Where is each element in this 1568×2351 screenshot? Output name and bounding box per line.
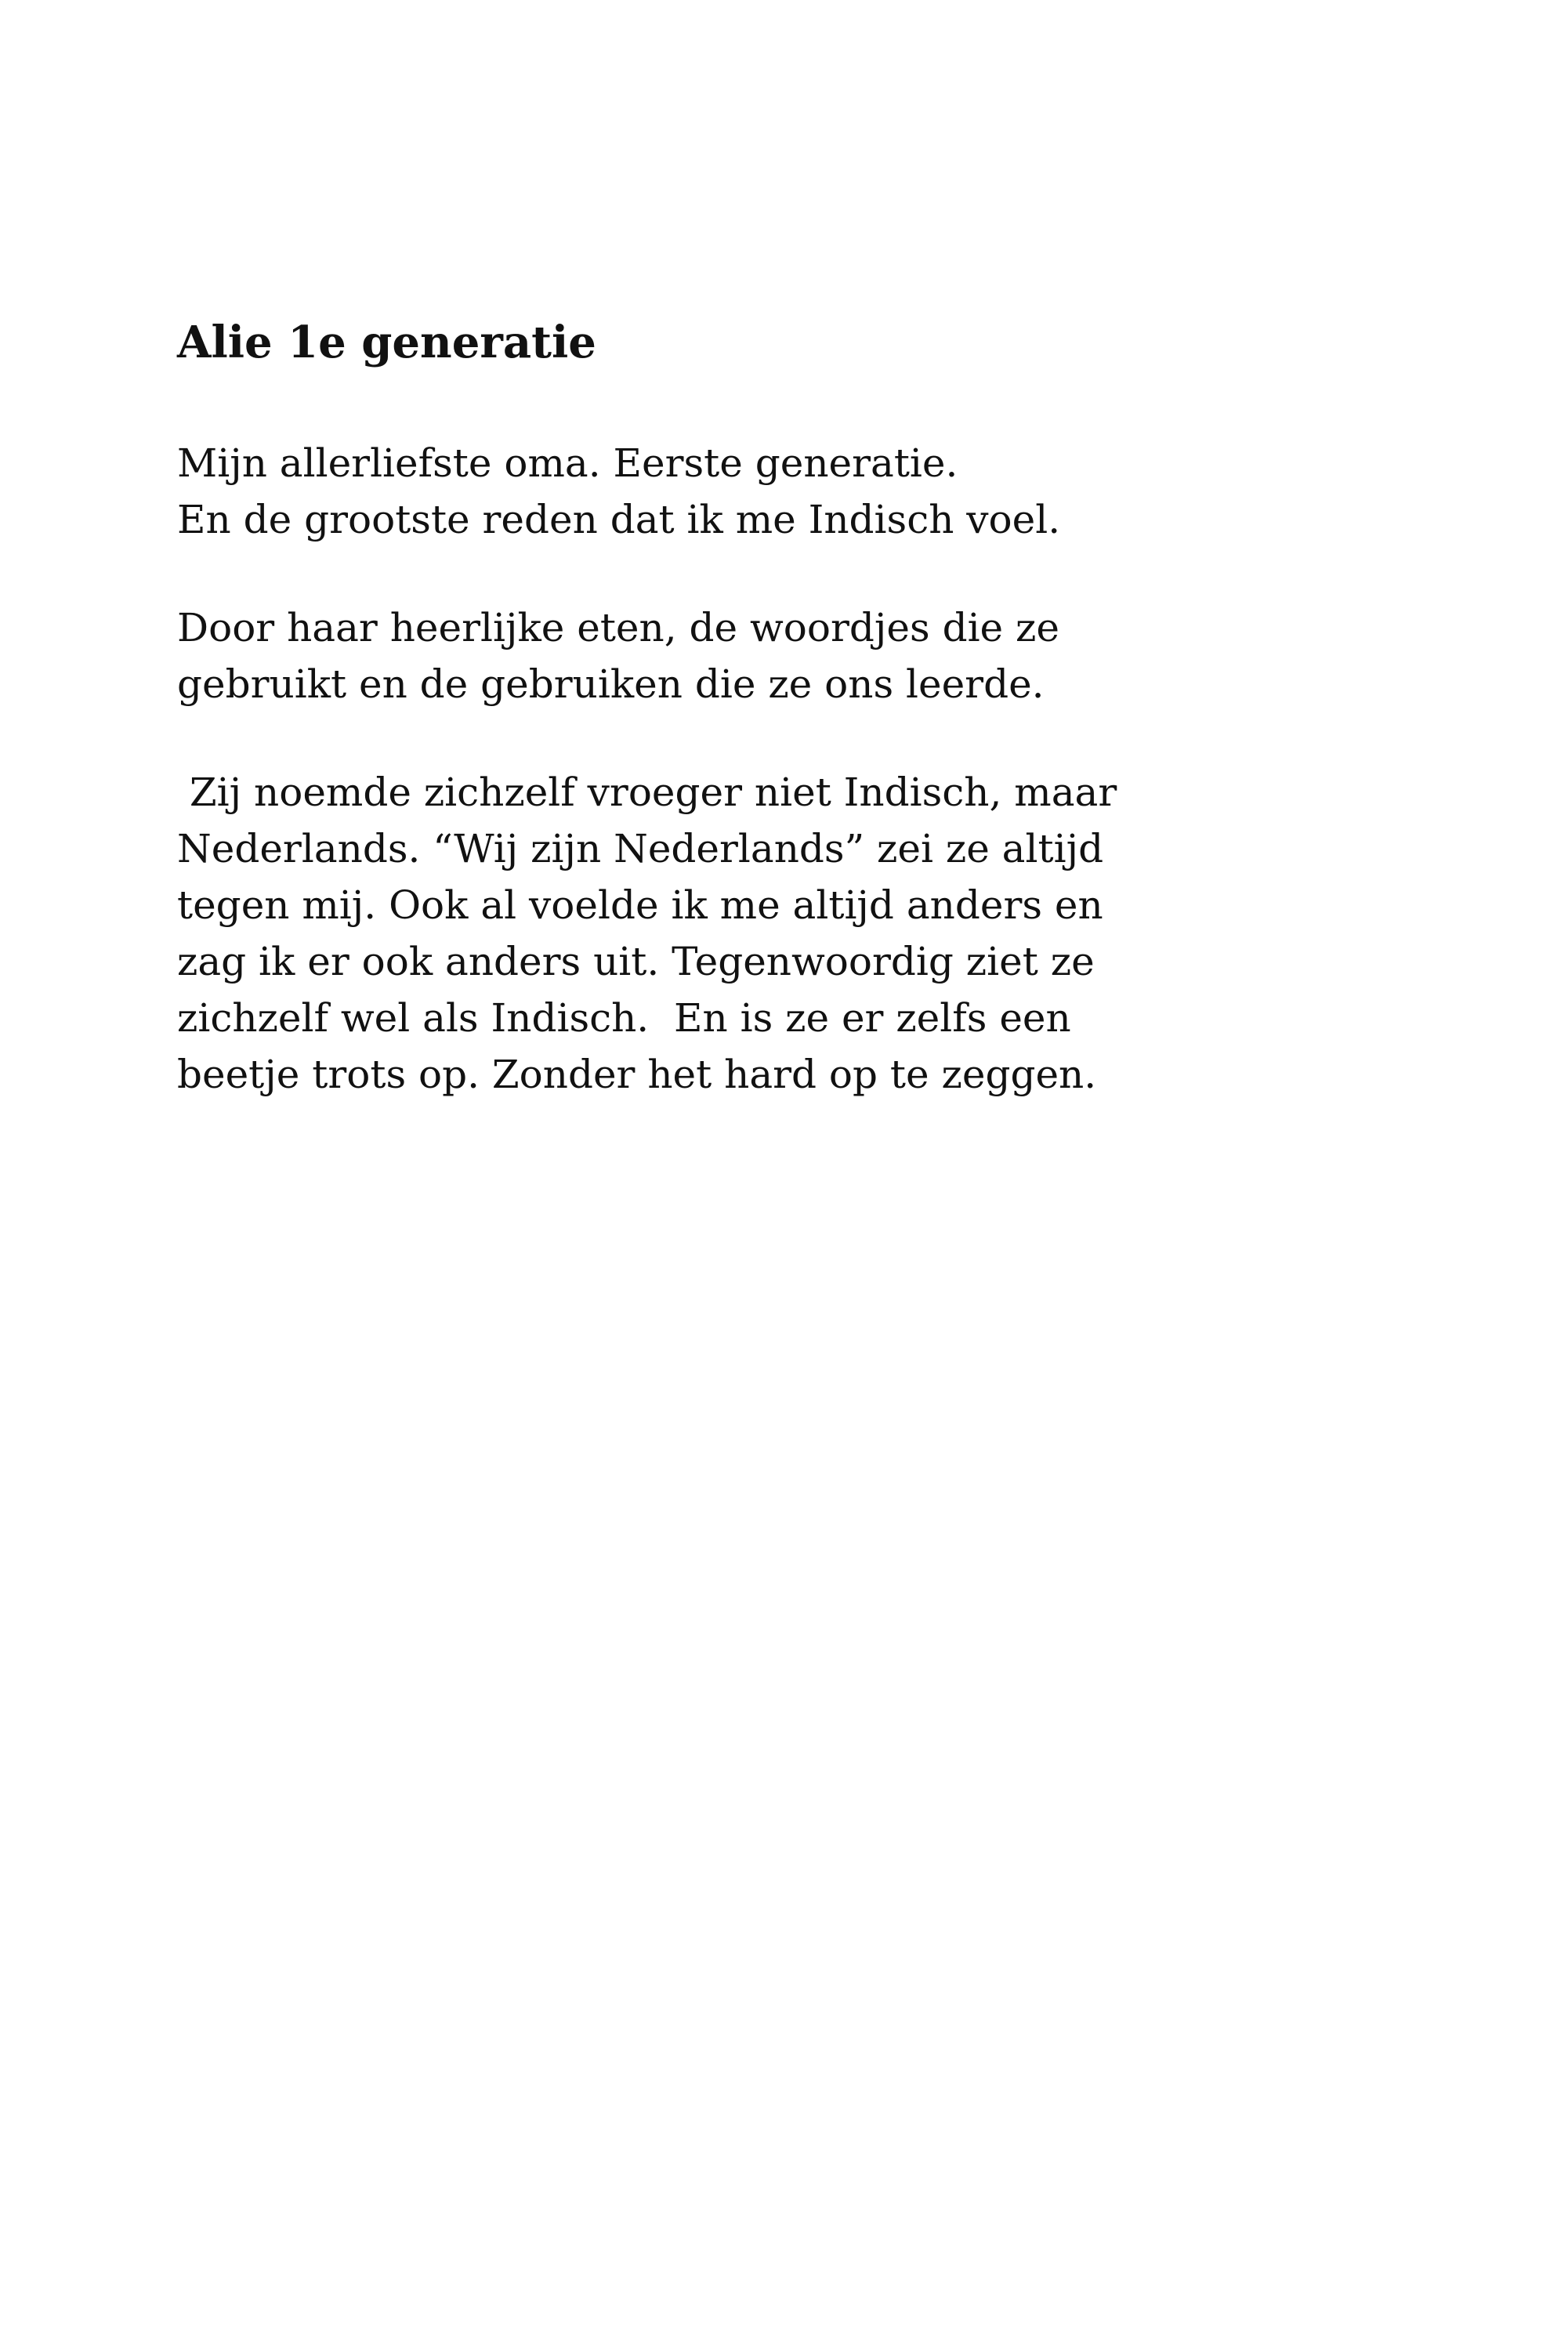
- paragraph-spacing: [177, 548, 1368, 600]
- text-line: gebruikt en de gebruiken die ze ons leerde.: [177, 661, 1045, 708]
- paragraph-spacing: [177, 712, 1368, 764]
- text-line: zag ik er ook anders uit. Tegenwoordig ziet ze: [177, 939, 1095, 985]
- paragraph-intro: [177, 435, 1368, 548]
- document-title: Alie 1e generatie: [177, 317, 596, 368]
- text-line: Mijn allerliefste oma. Eerste generatie.: [177, 440, 958, 487]
- text-line: zichzelf wel als Indisch. En is ze er zelfs een: [177, 995, 1071, 1041]
- title-spacing: [177, 369, 1368, 435]
- paragraph-identity: [177, 764, 1368, 1103]
- text-line: tegen mij. Ook al voelde ik me altijd anders en: [177, 882, 1103, 929]
- document-body: [177, 317, 1368, 1103]
- text-line: Door haar heerlijke eten, de woordjes die ze: [177, 605, 1059, 651]
- paragraph-food-and-words: [177, 600, 1368, 712]
- text-line: Nederlands. “Wij zijn Nederlands” zei ze altijd: [177, 826, 1104, 872]
- text-line: beetje trots op. Zonder het hard op te zeggen.: [177, 1052, 1097, 1098]
- text-line: Zij noemde zichzelf vroeger niet Indisch, maar: [177, 770, 1117, 816]
- text-line: En de grootste reden dat ik me Indisch voel.: [177, 497, 1061, 543]
